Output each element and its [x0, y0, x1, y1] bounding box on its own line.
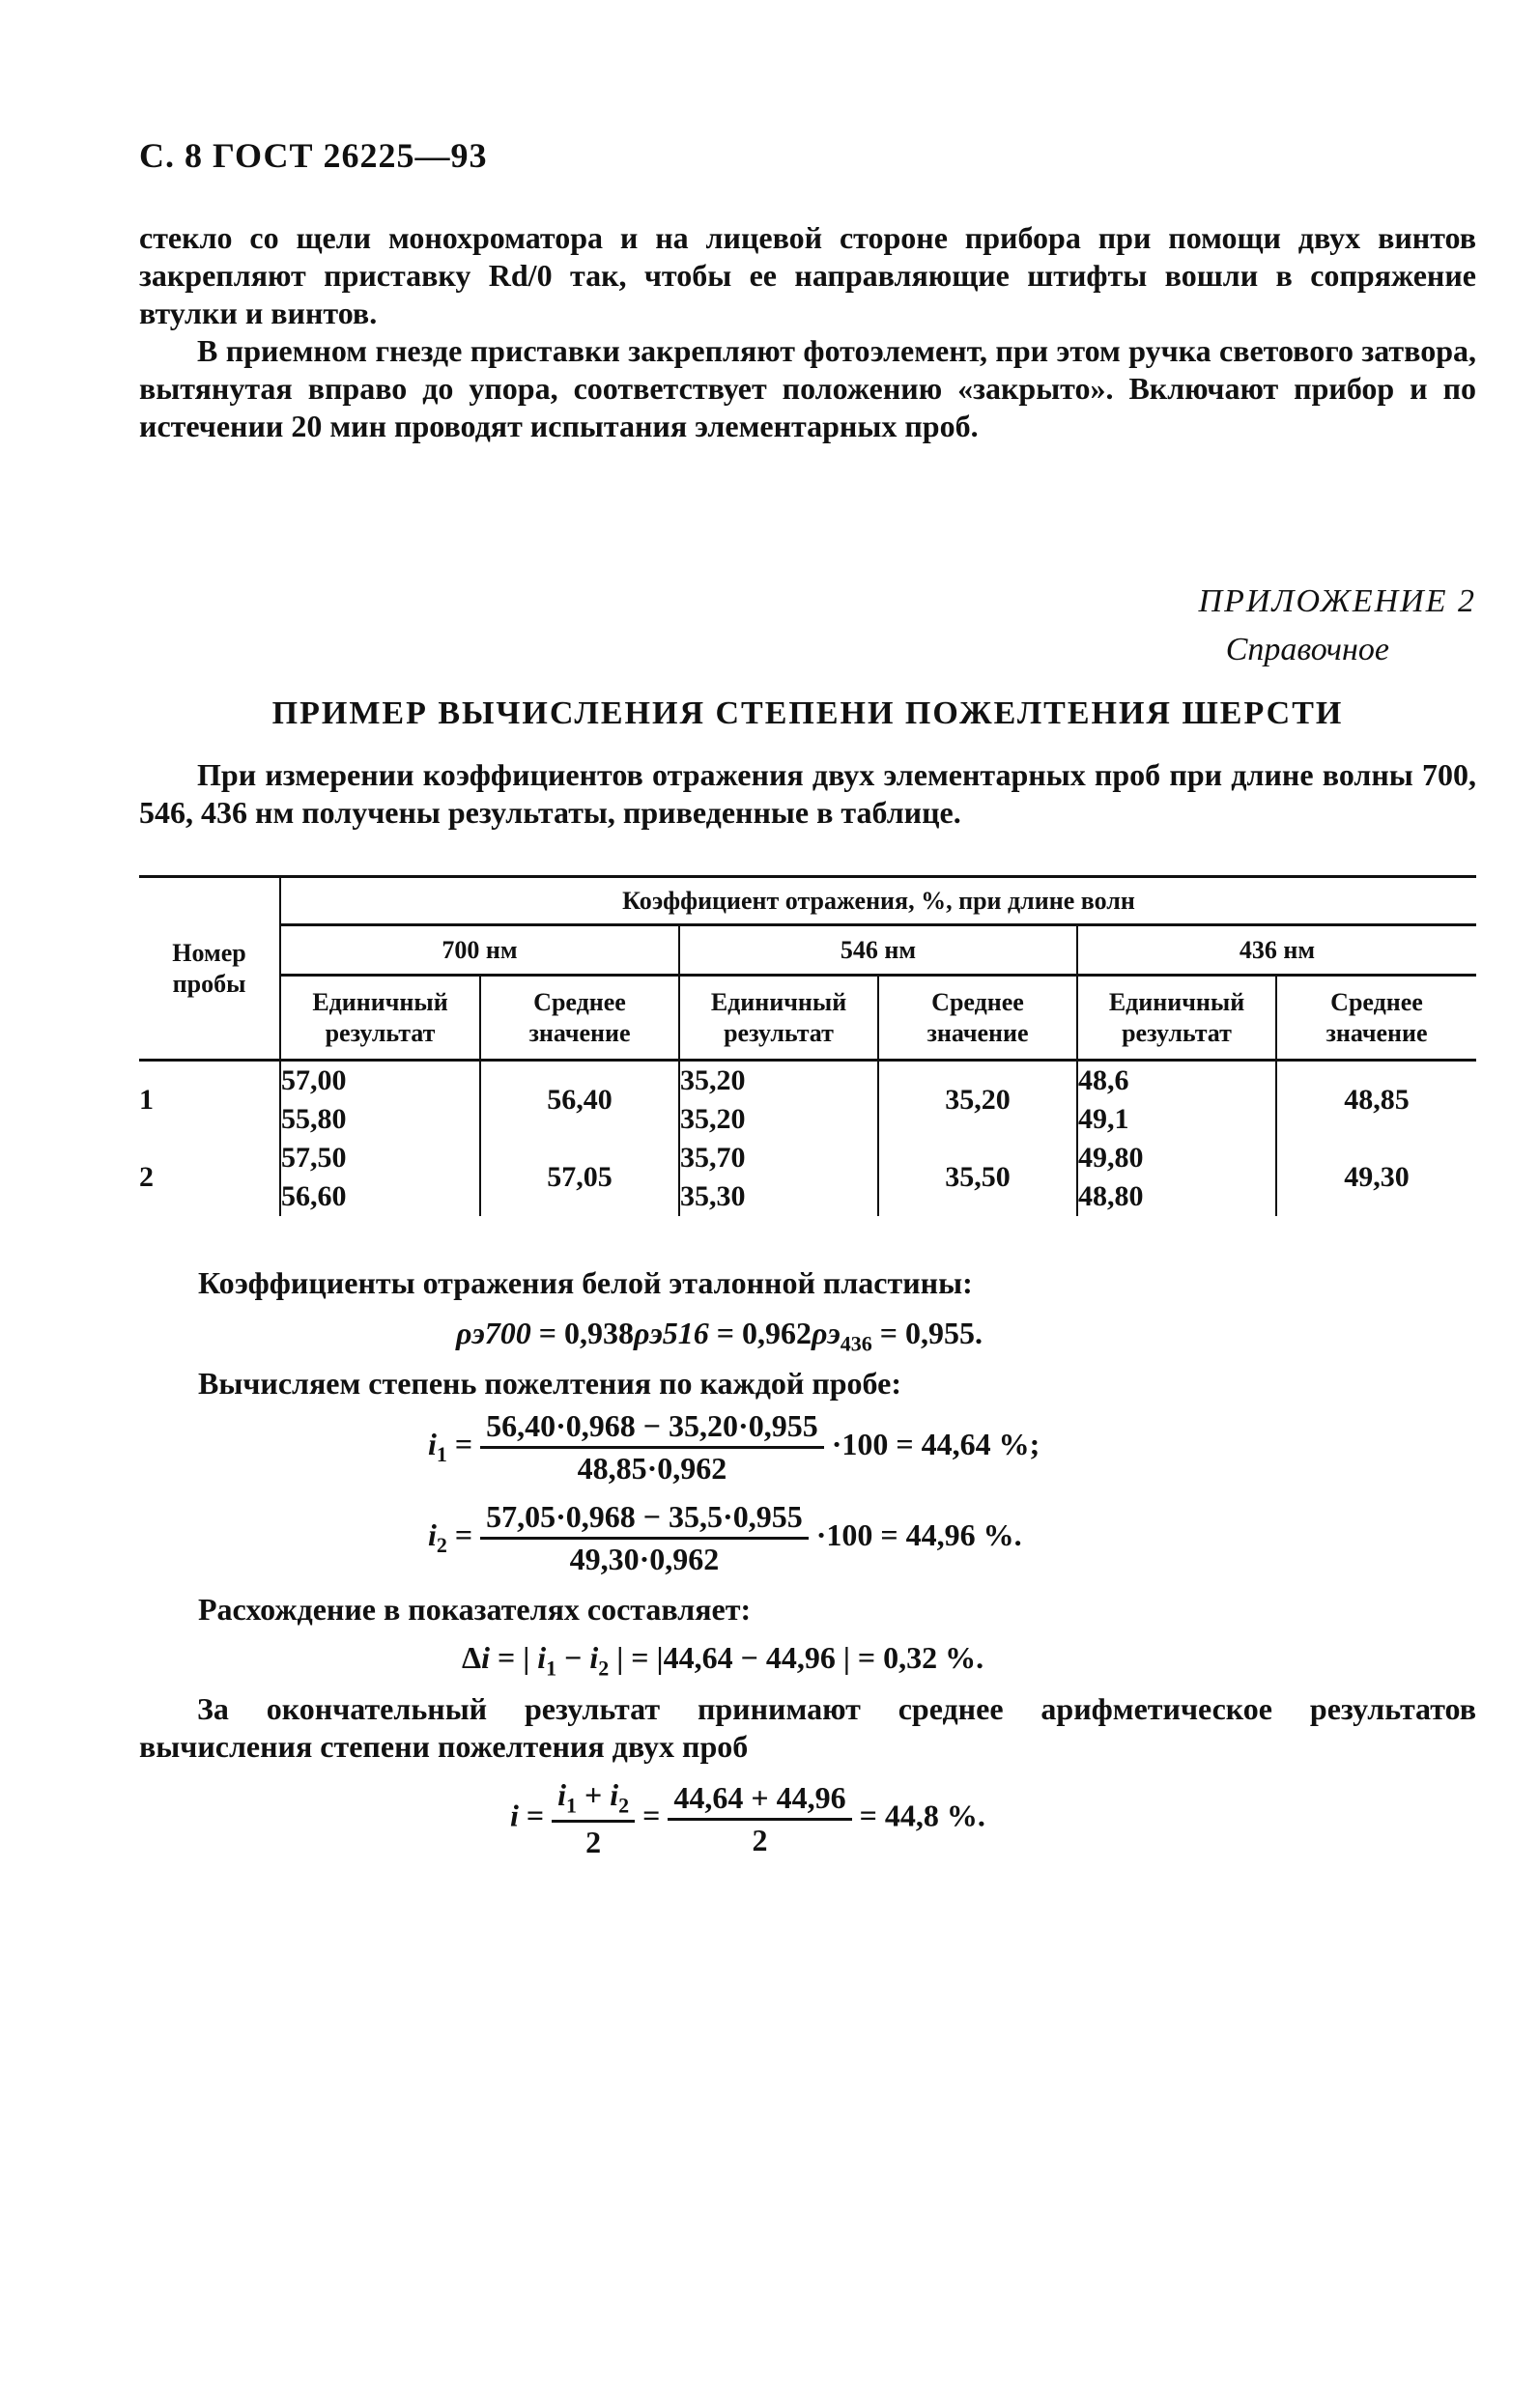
final-text: За окончательный результат принимают среднее арифметическое результатов вычисления степени пожелтения двух проб: [139, 1691, 1476, 1764]
single-results: [280, 1061, 480, 1140]
i2-numerator: 57,05·0,968 − 35,5·0,955: [480, 1499, 809, 1540]
single-results: [1077, 1139, 1276, 1216]
average-value: 57,05: [480, 1139, 679, 1216]
i1-numerator: 56,40·0,968 − 35,20·0,955: [480, 1408, 824, 1449]
final-fraction-numeric: [668, 1780, 851, 1858]
table-row: [139, 1139, 1476, 1216]
difference-label: Расхождение в показателях составляет:: [198, 1592, 752, 1627]
delta-symbol: Δ: [462, 1640, 482, 1675]
single-value: 56,60: [281, 1180, 347, 1212]
difference-formula: [462, 1640, 983, 1681]
rho-516: ρэ516: [634, 1316, 709, 1350]
intro-paragraph-1: стекло со щели монохроматора и на лицевой стороне прибора при помощи двух винтов закрепляют приставку Rd/0 так, чтобы ее направляющие штифты вошли в сопряжение втулки и винтов.: [139, 220, 1476, 330]
single-value: 57,00: [281, 1064, 347, 1096]
rho-516-value: = 0,962: [708, 1316, 812, 1350]
table-intro: При измерении коэффициентов отражения двух элементарных проб при длине волны 700, 546, 436 нм получены результаты, приведенные в таблице.: [139, 757, 1476, 830]
wavelength-546-header: 546 нм: [679, 925, 1077, 976]
single-result-header: Единичный результат: [280, 976, 480, 1061]
rho-700: ρэ700: [456, 1316, 531, 1350]
final-denominator-numeric: 2: [752, 1822, 768, 1857]
average-value: 56,40: [480, 1061, 679, 1140]
rho-700-value: = 0,938: [530, 1316, 634, 1350]
diff-i1-sub: 1: [546, 1656, 557, 1681]
sample-number-header: Номер пробы: [139, 877, 280, 1061]
final-num-i2-sub: 2: [618, 1793, 630, 1818]
single-value: 49,80: [1078, 1142, 1144, 1174]
delta-i: i: [481, 1640, 490, 1675]
rho-436: ρэ: [812, 1316, 841, 1350]
single-value: 35,70: [680, 1142, 746, 1174]
single-result-header: Единичный результат: [1077, 976, 1276, 1061]
i1-fraction: [480, 1408, 824, 1487]
average-value: 35,50: [878, 1139, 1077, 1216]
rho-436-value: = 0,955.: [871, 1316, 983, 1350]
single-value: 55,80: [281, 1103, 347, 1135]
diff-result: | = |44,64 − 44,96 | = 0,32 %.: [609, 1640, 984, 1675]
appendix-label: ПРИЛОЖЕНИЕ 2: [1198, 583, 1476, 619]
average-header: Среднее значение: [878, 976, 1077, 1061]
single-value: 35,20: [680, 1064, 746, 1096]
reflection-table: [139, 875, 1476, 1216]
i1-equals: =: [446, 1426, 481, 1461]
single-results: [679, 1061, 878, 1140]
wavelength-436-header: 436 нм: [1077, 925, 1476, 976]
i1-sub: 1: [436, 1442, 447, 1467]
final-numerator-symbolic: [552, 1777, 635, 1823]
final-num-i1-sub: 1: [566, 1793, 578, 1818]
diff-minus: −: [556, 1640, 590, 1675]
single-value: 48,80: [1078, 1180, 1144, 1212]
final-fraction-symbolic: [552, 1777, 635, 1860]
final-equals: =: [518, 1798, 553, 1833]
page-header: С. 8 ГОСТ 26225—93: [139, 136, 488, 175]
single-results: [280, 1139, 480, 1216]
single-results: [1077, 1061, 1276, 1140]
final-numerator-numeric: 44,64 + 44,96: [668, 1780, 851, 1821]
final-denominator-symbolic: 2: [585, 1825, 602, 1860]
single-value: 35,30: [680, 1180, 746, 1212]
yellowing-label: Вычисляем степень пожелтения по каждой пробе:: [198, 1366, 901, 1401]
final-formula: [510, 1777, 985, 1860]
sample-number: 1: [139, 1084, 154, 1116]
rho-formula: [456, 1316, 983, 1356]
final-num-plus: +: [577, 1777, 611, 1812]
wavelength-700-header: 700 нм: [280, 925, 679, 976]
i1-symbol: i: [428, 1426, 437, 1461]
final-i: i: [510, 1798, 519, 1833]
average-value: 48,85: [1276, 1061, 1476, 1140]
average-header: Среднее значение: [1276, 976, 1476, 1061]
i2-sub: 2: [436, 1533, 447, 1558]
single-results: [679, 1139, 878, 1216]
appendix-label-block: [1199, 578, 1476, 674]
single-value: 48,6: [1078, 1064, 1129, 1096]
table-row: [139, 1061, 1476, 1140]
diff-i2: i: [589, 1640, 599, 1675]
final-num-i1: i: [557, 1777, 567, 1812]
i2-result: ·100 = 44,96 %.: [808, 1516, 1022, 1552]
i2-equals: =: [446, 1516, 481, 1552]
coefficient-group-header: Коэффициент отражения, %, при длине волн: [280, 877, 1476, 925]
intro-paragraph-2: В приемном гнезде приставки закрепляют фотоэлемент, при этом ручка светового затвора, вытянутая вправо до упора, соответствует положению «закрыто». Включают прибор и по истечении 20 мин проводят испытания элементарных проб.: [139, 333, 1476, 443]
final-result: = 44,8 %.: [851, 1798, 985, 1833]
diff-i2-sub: 2: [598, 1656, 610, 1681]
i2-fraction: [480, 1499, 809, 1577]
single-value: 49,1: [1078, 1103, 1129, 1135]
final-num-i2: i: [610, 1777, 619, 1812]
i1-result: ·100 = 44,64 %;: [823, 1426, 1040, 1461]
intro-text: [139, 219, 1476, 445]
i2-denominator: 49,30·0,962: [569, 1542, 720, 1576]
single-value: 35,20: [680, 1103, 746, 1135]
appendix-title: ПРИМЕР ВЫЧИСЛЕНИЯ СТЕПЕНИ ПОЖЕЛТЕНИЯ ШЕРСТИ: [271, 695, 1344, 731]
average-header: Среднее значение: [480, 976, 679, 1061]
diff-i1: i: [537, 1640, 547, 1675]
white-plate-label: Коэффициенты отражения белой эталонной пластины:: [198, 1265, 973, 1300]
formula-i1: [428, 1408, 1040, 1487]
final-equals-2: =: [635, 1798, 669, 1833]
single-value: 57,50: [281, 1142, 347, 1174]
i2-symbol: i: [428, 1516, 437, 1552]
sample-number: 2: [139, 1161, 154, 1193]
average-value: 49,30: [1276, 1139, 1476, 1216]
single-result-header: Единичный результат: [679, 976, 878, 1061]
i1-denominator: 48,85·0,962: [577, 1451, 727, 1486]
formula-i2: [428, 1499, 1022, 1577]
rho-436-sub: 436: [840, 1331, 872, 1356]
diff-open: = |: [489, 1640, 538, 1675]
appendix-type: Справочное: [1225, 632, 1389, 667]
average-value: 35,20: [878, 1061, 1077, 1140]
